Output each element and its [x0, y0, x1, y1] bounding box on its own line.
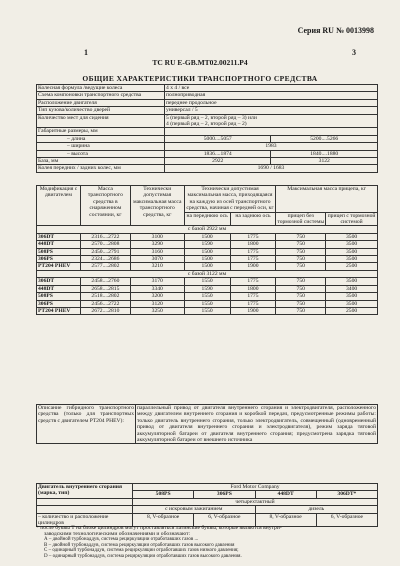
- header-trailer-brake: прицеп с тормозной системой: [326, 212, 378, 226]
- header-front-axle: на переднюю ось: [184, 212, 230, 226]
- seats-label: Количество мест для сидения: [37, 114, 165, 128]
- layout-scheme-value: полноприводная: [165, 92, 378, 99]
- ignition-petrol: с искровым зажиганием: [133, 506, 256, 513]
- header-axle-mass: Технически допустимая максимальная масса, приходящаяся на каждую из осей транспортного средства, начиная с передней оси, кг: [184, 186, 276, 213]
- front-axle-cell: 1500: [184, 248, 230, 255]
- width-value: 1983: [165, 143, 378, 150]
- trailer-no-brake-cell: 750: [276, 256, 326, 263]
- trailer-no-brake-cell: 750: [276, 263, 326, 270]
- table-row: [37, 300, 378, 307]
- trailer-no-brake-cell: 750: [276, 248, 326, 255]
- hybrid-description: параллельный привод от двигателя внутреннего сгорания и электродвигателя, расположенного между двигателем внутреннего сгорания и коробкой передач, предусмотренные режимы работы: только двигатель внутреннего сгорания, только электродвигатель, совмещенный (одновременный привод от двигателя внутреннего сгорания и электродвигателя), режим заряда тяговой аккумуляторной батареи от двигателя внутреннего сгорания; предусмотрена зарядка тяговой аккумуляторной батареи от внешнего источника: [137, 405, 376, 444]
- trailer-brake-cell: 2500: [326, 263, 378, 270]
- modification-cell: PT204 PHEV: [37, 263, 81, 270]
- engine-table: [36, 483, 378, 527]
- max-mass-cell: 3340: [130, 285, 184, 292]
- front-axle-cell: 1550: [184, 293, 230, 300]
- curb-mass-cell: 2658....2815: [80, 285, 130, 292]
- length-value-b: 5200....5266: [271, 135, 378, 142]
- modification-cell: 508PS: [37, 248, 81, 255]
- wheel-formula-value: 4 x 4 / все: [165, 85, 378, 92]
- header-trailer-no-brake: прицеп без тормозной системы: [277, 212, 325, 226]
- general-characteristics-table: [36, 84, 378, 173]
- header-rear-axle: на заднюю ось: [230, 212, 276, 226]
- trailer-brake-cell: 3500: [326, 233, 378, 240]
- header-curb-mass: Масса транспортного средства в снаряженном состоянии, кг: [80, 186, 130, 226]
- table-row: [37, 278, 378, 285]
- length-label: – длина: [37, 135, 165, 142]
- curb-mass-cell: 2458....2760: [80, 278, 130, 285]
- seats-value-1: 5 (первый ряд – 2, второй ряд – 3) или: [166, 114, 257, 121]
- curb-mass-cell: 2672....2810: [80, 307, 130, 314]
- wheel-formula-label: Колесная формула /ведущие колеса: [37, 85, 165, 92]
- table-row: [37, 293, 378, 300]
- curb-mass-cell: 2577....2802: [80, 263, 130, 270]
- max-mass-cell: 3200: [130, 293, 184, 300]
- rear-axle-cell: 1900: [230, 307, 276, 314]
- trailer-brake-cell: 3500: [326, 278, 378, 285]
- height-value-a: 1836....1874: [165, 150, 271, 157]
- length-value-a: 5000....5057: [165, 135, 271, 142]
- rear-axle-cell: 1775: [230, 293, 276, 300]
- engine-maker: Ford Motor Company: [133, 484, 378, 491]
- modification-cell: 448DT: [37, 241, 81, 248]
- max-mass-cell: 3250: [130, 307, 184, 314]
- engine-label: Двигатель внутреннего сгорания (марка, тип): [37, 484, 133, 499]
- table-row: [37, 248, 378, 255]
- dimensions-label: Габаритные размеры, мм: [37, 128, 165, 135]
- cylinders-306ps: 6, V-образное: [194, 513, 255, 527]
- rear-axle-cell: 1775: [230, 256, 276, 263]
- modification-cell: 306PS: [37, 256, 81, 263]
- curb-mass-cell: 2450....2791: [80, 248, 130, 255]
- curb-mass-cell: 2518....2802: [80, 293, 130, 300]
- body-type-label: Тип кузова/количество дверей: [37, 107, 165, 114]
- front-axle-cell: 1590: [184, 285, 230, 292]
- engine-position-value: переднее продольное: [165, 99, 378, 106]
- cylinders-448dt: 8, V-образное: [255, 513, 316, 527]
- trailer-no-brake-cell: 750: [276, 233, 326, 240]
- trailer-no-brake-cell: 750: [276, 285, 326, 292]
- front-axle-cell: 1550: [184, 300, 230, 307]
- engine-448dt: 448DT: [255, 491, 316, 498]
- wheelbase-label: База, мм: [37, 158, 165, 165]
- max-mass-cell: 3290: [130, 241, 184, 248]
- front-axle-cell: 1500: [184, 263, 230, 270]
- trailer-no-brake-cell: 750: [276, 241, 326, 248]
- section-base-3122: с базой 3122 мм: [37, 270, 378, 277]
- trailer-brake-cell: 3500: [326, 241, 378, 248]
- max-mass-cell: 3100: [130, 233, 184, 240]
- max-mass-cell: 3210: [130, 263, 184, 270]
- footnote-c: С – одинарный турбонаддув, система рециркуляции отработавших газов низкого давления;: [44, 548, 239, 554]
- track-label: Колея передних / задних колес, мм: [37, 165, 165, 172]
- rear-axle-cell: 1800: [230, 285, 276, 292]
- curb-mass-cell: 2456....2722: [80, 300, 130, 307]
- page-number-left: 1: [84, 48, 88, 57]
- header-trailer-mass: Максимальная масса прицепа, кг: [276, 186, 378, 213]
- width-label: – ширина: [37, 143, 165, 150]
- table-row: [37, 307, 378, 314]
- curb-mass-cell: 2324....2686: [80, 256, 130, 263]
- hybrid-description-table: [36, 404, 378, 444]
- cylinders-label: – количество и расположение цилиндров: [37, 513, 133, 527]
- table-row: [37, 256, 378, 263]
- page-number-right: 3: [352, 48, 356, 57]
- section-base-2922: с базой 2922 мм: [37, 226, 378, 233]
- front-axle-cell: 1550: [184, 278, 230, 285]
- footnote-d: D – одинарный турбонаддув, система рециркуляции отработавших газов высокого давления.: [44, 553, 242, 559]
- trailer-brake-cell: 3500: [326, 293, 378, 300]
- engine-306ps: 306PS: [194, 491, 255, 498]
- hybrid-label: Описание гибридного транспортного средства (только для транспортных средств с двигателем PT204 PHEV):: [37, 405, 136, 444]
- page-title: ОБЩИЕ ХАРАКТЕРИСТИКИ ТРАНСПОРТНОГО СРЕДСТВА: [82, 74, 318, 83]
- modification-cell: 306PS: [37, 300, 81, 307]
- table-row: [37, 285, 378, 292]
- layout-scheme-label: Схема компоновки транспортного средства: [37, 92, 165, 99]
- trailer-brake-cell: 3500: [326, 300, 378, 307]
- trailer-no-brake-cell: 750: [276, 293, 326, 300]
- table-row: [37, 233, 378, 240]
- trailer-no-brake-cell: 750: [276, 307, 326, 314]
- wheelbase-value-a: 2922: [165, 158, 271, 165]
- header-modification: Модификация с двигателем: [37, 186, 81, 226]
- trailer-brake-cell: 2500: [326, 307, 378, 314]
- footnote-line-1: * после буквы Т на блоке цилиндров могут проставляться латинские буквы, которые являются внутри-: [36, 525, 282, 531]
- rear-axle-cell: 1775: [230, 278, 276, 285]
- engine-position-label: Расположение двигателя: [37, 99, 165, 106]
- trailer-brake-cell: 3500: [326, 256, 378, 263]
- modification-cell: 306DT: [37, 233, 81, 240]
- rear-axle-cell: 1775: [230, 300, 276, 307]
- rear-axle-cell: 1775: [230, 233, 276, 240]
- engine-508ps: 508PS: [133, 491, 194, 498]
- body-type-value: универсал / 5: [165, 107, 378, 114]
- document-code: TC RU E-GB.MT02.00211.P4: [152, 58, 248, 67]
- mass-table: [36, 185, 378, 315]
- curb-mass-cell: 2316....2722: [80, 233, 130, 240]
- modification-cell: 508PS: [37, 293, 81, 300]
- footnote-line-2: заводскими технологическими обозначениями и обозначают:: [44, 530, 191, 537]
- table-row: [37, 241, 378, 248]
- table-row: [37, 263, 378, 270]
- front-axle-cell: 1500: [184, 233, 230, 240]
- serial-number: Серия RU № 0013998: [297, 26, 374, 35]
- cylinders-306dt: 6, V-образное: [316, 513, 377, 527]
- trailer-brake-cell: 3400: [326, 285, 378, 292]
- height-label: – высота: [37, 150, 165, 157]
- max-mass-cell: 3160: [130, 248, 184, 255]
- height-value-b: 1840....1880: [271, 150, 378, 157]
- engine-306dt: 306DT*: [316, 491, 377, 498]
- front-axle-cell: 1550: [184, 307, 230, 314]
- trailer-brake-cell: 3500: [326, 248, 378, 255]
- rear-axle-cell: 1775: [230, 248, 276, 255]
- header-max-mass: Технически допустимая максимальная масса транспортного средства, кг: [130, 186, 184, 226]
- seats-value-2: 4 (первый ряд – 2, второй ряд – 2): [166, 121, 247, 128]
- footnote-a: А – двойной турбонаддув, система рециркуляции отработавших газов ...: [44, 537, 199, 543]
- ignition-diesel: дизель: [255, 506, 378, 513]
- front-axle-cell: 1590: [184, 241, 230, 248]
- track-value: 1690 / 1683: [165, 165, 378, 172]
- modification-cell: 306DT: [37, 278, 81, 285]
- front-axle-cell: 1500: [184, 256, 230, 263]
- max-mass-cell: 3120: [130, 300, 184, 307]
- rear-axle-cell: 1900: [230, 263, 276, 270]
- curb-mass-cell: 2570....2808: [80, 241, 130, 248]
- footnote-b: В – двойной турбонаддув, система рециркуляции отработавших газов высокого давления: [44, 542, 235, 548]
- modification-cell: PT204 PHEV: [37, 307, 81, 314]
- max-mass-cell: 3070: [130, 256, 184, 263]
- cylinders-508ps: 8, V-образное: [133, 513, 194, 527]
- rear-axle-cell: 1800: [230, 241, 276, 248]
- modification-cell: 448DT: [37, 285, 81, 292]
- trailer-no-brake-cell: 750: [276, 278, 326, 285]
- trailer-no-brake-cell: 750: [276, 300, 326, 307]
- max-mass-cell: 3170: [130, 278, 184, 285]
- engine-type: четырехтактный: [133, 498, 378, 505]
- footnote: [36, 526, 380, 560]
- wheelbase-value-b: 3122: [271, 158, 378, 165]
